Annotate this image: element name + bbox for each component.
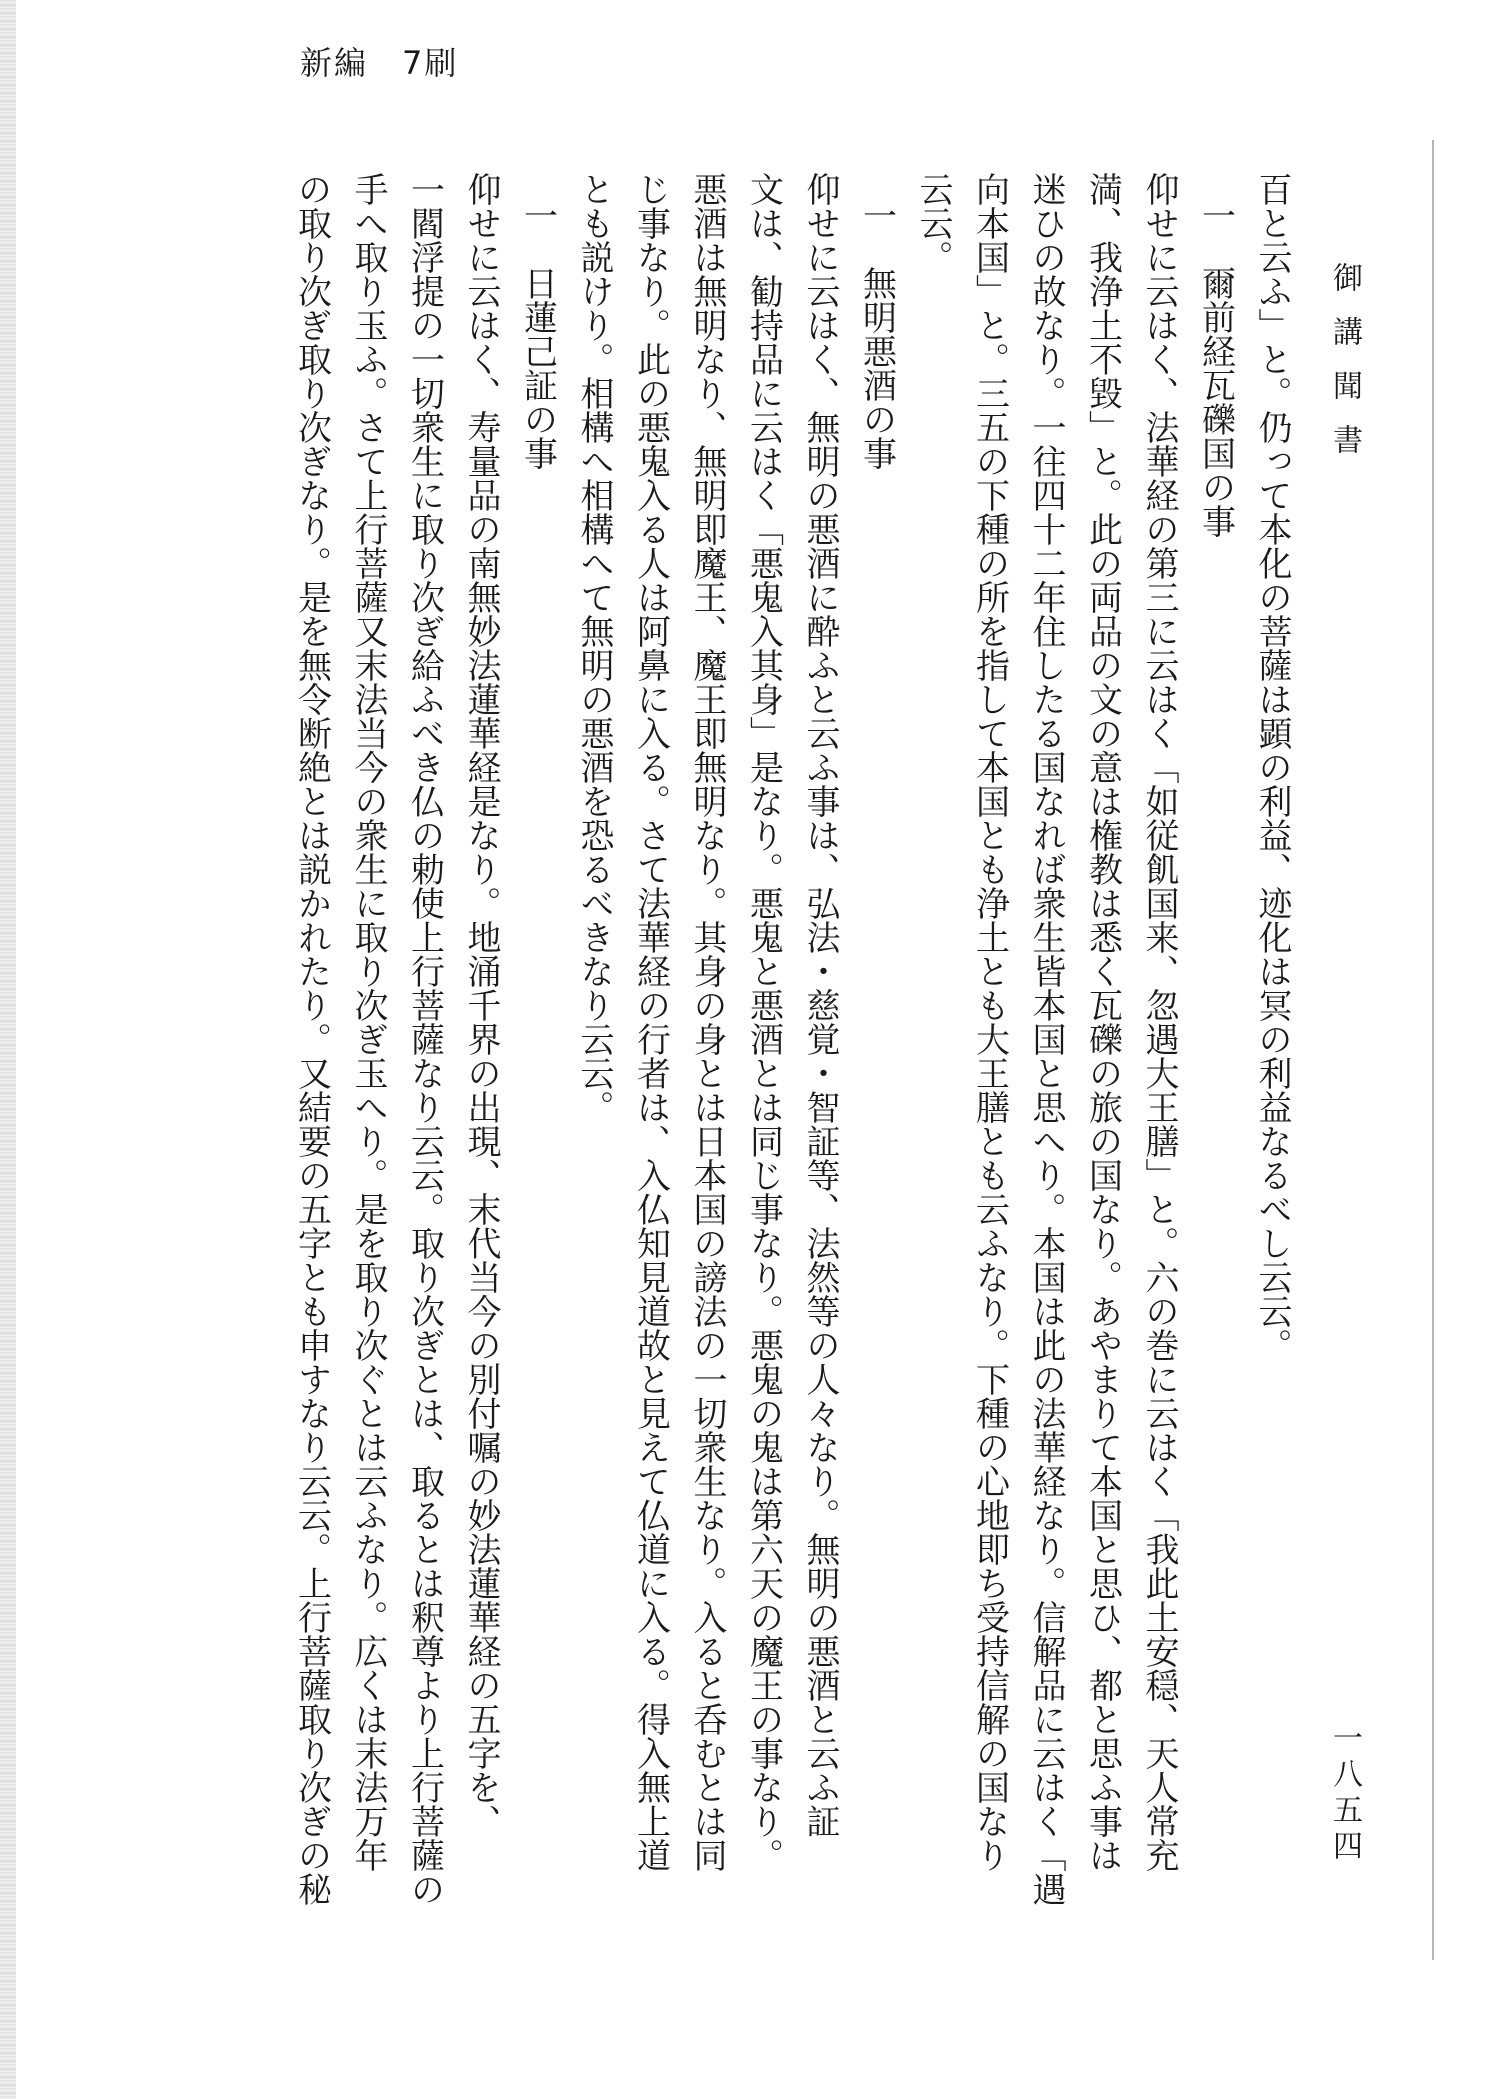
margin-rule xyxy=(1432,140,1434,1960)
text-column: 百と云ふ」と。仍って本化の菩薩は顕の利益、迹化は冥の利益なるべし云云。 xyxy=(1252,172,1292,1362)
text-column: 悪酒は無明なり、無明即魔王、魔王即無明なり。其身の身とは日本国の謗法の一切衆生なり。入ると呑むとは同 xyxy=(687,172,727,1872)
text-column: じ事なり。此の悪鬼入る人は阿鼻に入る。さて法華経の行者は、入仏知見道故と見えて仏道に入る。得入無上道 xyxy=(630,172,671,1872)
text-column: とも説けり。相構へ相構へて無明の悪酒を恐るべきなり云云。 xyxy=(574,172,614,1124)
text-column: 手へ取り玉ふ。さて上行菩薩又末法当今の衆生に取り次ぎ玉へり。是を取り次ぐとは云ふなり。広くは末法万年 xyxy=(348,172,388,1872)
text-column: の取り次ぎ取り次ぎなり。是を無令断絶とは説かれたり。又結要の五字とも申すなり云云。上行菩薩取り次ぎの秘 xyxy=(291,172,332,1906)
text-column: 満、我浄土不毀」と。此の両品の文の意は権教は悉く瓦礫の旅の国なり。あやまりて本国と思ひ、都と思ふ事は xyxy=(1082,172,1123,1872)
section-heading: 一 無明悪酒の事 xyxy=(856,198,897,470)
section-heading: 一 爾前経瓦礫国の事 xyxy=(1195,198,1236,538)
text-column: 文は、勧持品に云はく「悪鬼入其身」是なり。悪鬼と悪酒とは同じ事なり。悪鬼の鬼は第六天の魔王の事なり。 xyxy=(743,172,784,1872)
text-column: 一閻浮提の一切衆生に取り次ぎ給ふべき仏の勅使上行菩薩なり云云。取り次ぎとは、取るとは釈尊より上行菩薩の xyxy=(404,172,445,1906)
text-column: 云云。 xyxy=(913,172,953,274)
text-column: 仰せに云はく、寿量品の南無妙法蓮華経是なり。地涌千界の出現、末代当今の別付嘱の妙法蓮華経の五字を、 xyxy=(461,172,501,1838)
text-column: 迷ひの故なり。一往四十二年住したる国なれば衆生皆本国と思へり。本国は此の法華経なり。信解品に云はく「遇 xyxy=(1026,172,1066,1906)
text-column: 仰せに云はく、法華経の第三に云はく「如従飢国来、忽遇大王膳」と。六の巻に云はく「我此土安穏、天人常充 xyxy=(1139,172,1179,1872)
section-heading: 一 日蓮己証の事 xyxy=(517,198,558,470)
scan-edge-shadow xyxy=(0,0,16,2099)
page-number: 一八五四 xyxy=(1327,1722,1362,1866)
vertical-text-block xyxy=(172,172,1292,1972)
running-title: 御講聞書 xyxy=(1327,262,1362,478)
text-column: 仰せに云はく、無明の悪酒に酔ふと云ふ事は、弘法・慈覚・智証等、法然等の人々なり。無明の悪酒と云ふ証 xyxy=(800,172,840,1838)
edition-label: 新編 7刷 xyxy=(300,44,459,82)
text-column: 向本国」と。三五の下種の所を指して本国とも浄土とも大王膳とも云ふなり。下種の心地即ち受持信解の国なり xyxy=(969,172,1010,1872)
